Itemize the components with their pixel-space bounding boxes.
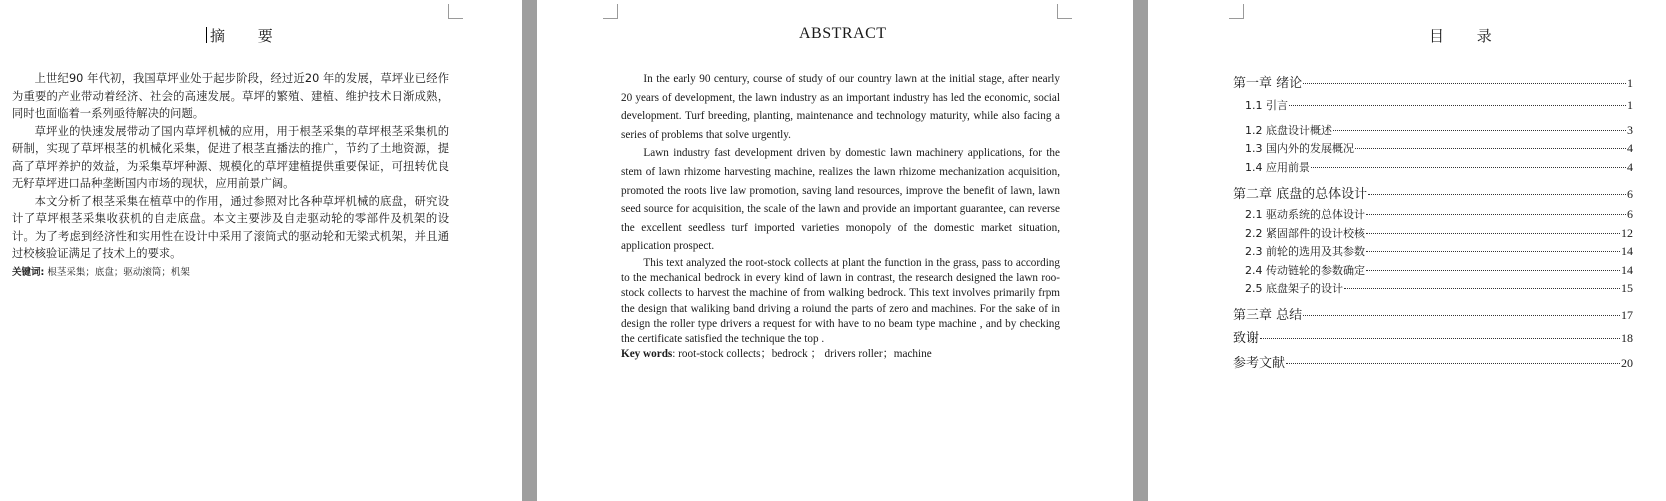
page-title[interactable]: 摘 要 <box>210 27 287 45</box>
toc-entry[interactable] <box>1233 225 1633 241</box>
toc-leader-dots <box>1366 270 1620 271</box>
toc-leader-dots <box>1366 251 1620 252</box>
crop-mark <box>603 4 618 19</box>
keywords-label: Key words <box>621 348 673 361</box>
toc-leader-dots <box>1303 315 1620 316</box>
toc-entry-page: 4 <box>1627 160 1633 174</box>
toc-entry-page: 14 <box>1621 244 1633 258</box>
toc-entry-label: 1.2 底盘设计概述 <box>1245 124 1332 137</box>
toc-entry[interactable] <box>1233 262 1633 278</box>
keywords-label: 关键词: <box>12 266 45 278</box>
toc-entry-label: 2.4 传动链轮的参数确定 <box>1245 264 1365 277</box>
toc-entry-page: 3 <box>1627 123 1633 137</box>
paragraph[interactable]: 本文分析了根茎采集在植草中的作用，通过参照对比各种草坪机械的底盘，研究设计了草坪根茎采集收获机的自走底盘。本文主要涉及自走驱动轮的零部件及机架的设计。为了考虑到经济性和实用性在设计中采用了滚筒式的驱动轮和无梁式机架，并且通过校核验证满足了技术上的要求。 <box>12 194 449 260</box>
toc-entry-label: 2.5 底盘架子的设计 <box>1245 282 1343 295</box>
page-gap <box>522 0 537 501</box>
keywords: 根茎采集；底盘；驱动滚筒；机架 <box>47 266 190 278</box>
toc-leader-dots <box>1311 167 1626 168</box>
paragraph[interactable]: This text analyzed the root-stock collects at plant the function in the grass, pass to according to the mechanical bedrock in every kind of lawn in contrast, the research designed the lawn roo-stock collects to harvest the machine of from walking bedrock. This text involves primarily frpm the design that waliking band driving a roiund the parts of zero and machines. For the sake of in design the roller type drivers a request for with have to no beam type machine , and by checking the certificate satisfied the technique the top . <box>621 256 1060 345</box>
keywords: : root-stock collects；bedrock ； drivers roller；machine <box>672 348 932 361</box>
toc-leader-dots <box>1366 233 1620 234</box>
toc-entry[interactable] <box>1233 72 1633 91</box>
toc-leader-dots <box>1260 338 1620 339</box>
page-title[interactable]: 目 录 <box>1429 27 1506 45</box>
toc-leader-dots <box>1355 148 1626 149</box>
toc-entry[interactable] <box>1233 243 1633 259</box>
toc-entry[interactable] <box>1233 327 1633 346</box>
toc-entry-label: 2.3 前轮的选用及其参数 <box>1245 245 1365 258</box>
paragraph[interactable]: In the early 90 century, course of study of our country lawn at the initial stage, after nearly 20 years of development, the lawn industry as an important industry has led the economic, social development. Turf breeding, planting, maintenance and technology maturity, while also facing a series of problems that solve urgently. <box>621 73 1060 141</box>
crop-mark <box>1229 4 1244 19</box>
keywords-line[interactable] <box>621 347 1060 362</box>
toc-entry-label: 1.4 应用前景 <box>1245 161 1310 174</box>
abstract-body[interactable] <box>12 70 449 281</box>
page-toc <box>1148 0 1666 501</box>
toc-leader-dots <box>1344 288 1620 289</box>
toc-entry[interactable] <box>1233 280 1633 296</box>
crop-mark <box>1057 4 1072 19</box>
page-abstract-cn <box>0 0 522 501</box>
toc-entry-label: 1.1 引言 <box>1245 99 1288 112</box>
text-cursor <box>206 27 207 43</box>
toc-leader-dots <box>1333 130 1626 131</box>
toc-leader-dots <box>1286 363 1620 364</box>
toc-entry-label: 第二章 底盘的总体设计 <box>1233 187 1368 202</box>
toc-entry[interactable] <box>1233 122 1633 138</box>
page-abstract-en <box>537 0 1133 501</box>
paragraph[interactable]: 上世纪90 年代初，我国草坪业处于起步阶段，经过近20 年的发展，草坪业已经作为重要的产业带动着经济、社会的高速发展。草坪的繁殖、建植、维护技术日渐成熟，同时也面临着一系列亟待解决的问题。 <box>12 72 449 120</box>
toc-entry-page: 12 <box>1621 226 1633 240</box>
toc-entry-page: 6 <box>1627 187 1633 201</box>
toc-entry-label: 2.2 紧固部件的设计校核 <box>1245 227 1365 240</box>
toc-entry[interactable] <box>1233 352 1633 371</box>
toc-entry-label: 第三章 总结 <box>1233 308 1303 323</box>
toc-entry-label: 2.1 驱动系统的总体设计 <box>1245 208 1365 221</box>
toc-entry-page: 4 <box>1627 141 1633 155</box>
toc-entry-page: 1 <box>1627 76 1633 90</box>
toc-entry[interactable] <box>1233 140 1633 156</box>
crop-mark <box>448 4 463 19</box>
paragraph[interactable]: Lawn industry fast development driven by domestic lawn machinery applications, for the stem of lawn rhizome harvesting machine, realizes the lawn rhizome mechanization acquisition, promoted the roots live law promotion, saving land resources, improve the benefit of lawn, lawn seed source for acquisition, the scale of the lawn and provide an important guarantee, can reverse the excellent seedless turf imported varieties monopoly of the domestic market situation, application prospect. <box>621 147 1060 253</box>
toc-entry[interactable] <box>1233 304 1633 323</box>
toc-entry-label: 1.3 国内外的发展概况 <box>1245 142 1354 155</box>
toc-leader-dots <box>1303 83 1626 84</box>
abstract-body[interactable] <box>621 70 1060 362</box>
toc-entry[interactable] <box>1233 206 1633 222</box>
toc-entry-page: 15 <box>1621 281 1633 295</box>
toc-leader-dots <box>1366 214 1626 215</box>
page-title[interactable]: ABSTRACT <box>799 25 887 42</box>
toc-entry-label: 致谢 <box>1233 331 1260 346</box>
toc-leader-dots <box>1368 194 1626 195</box>
toc-entry-page: 6 <box>1627 207 1633 221</box>
toc-entry-page: 20 <box>1621 356 1633 370</box>
page-gap <box>1133 0 1148 501</box>
toc-entry-label: 第一章 绪论 <box>1233 76 1303 91</box>
toc-entry-label: 参考文献 <box>1233 356 1286 371</box>
toc-entry[interactable] <box>1233 183 1633 202</box>
keywords-line[interactable] <box>12 264 449 282</box>
toc-entry-page: 18 <box>1621 331 1633 345</box>
toc-entry-page: 1 <box>1627 98 1633 112</box>
toc-entry-page: 17 <box>1621 308 1633 322</box>
toc-entry-page: 14 <box>1621 263 1633 277</box>
toc-entry[interactable] <box>1233 97 1633 113</box>
paragraph[interactable]: 草坪业的快速发展带动了国内草坪机械的应用，用于根茎采集的草坪根茎采集机的研制，实现了草坪根茎的机械化采集，促进了根茎直播法的推广，节约了土地资源，提高了草坪养护的效益，为采集草坪种源、规模化的草坪建植提供重要保证，可扭转优良无籽草坪进口品种垄断国内市场的现状，应用前景广阔。 <box>12 124 449 190</box>
toc-entry[interactable] <box>1233 159 1633 175</box>
toc-leader-dots <box>1289 105 1626 106</box>
